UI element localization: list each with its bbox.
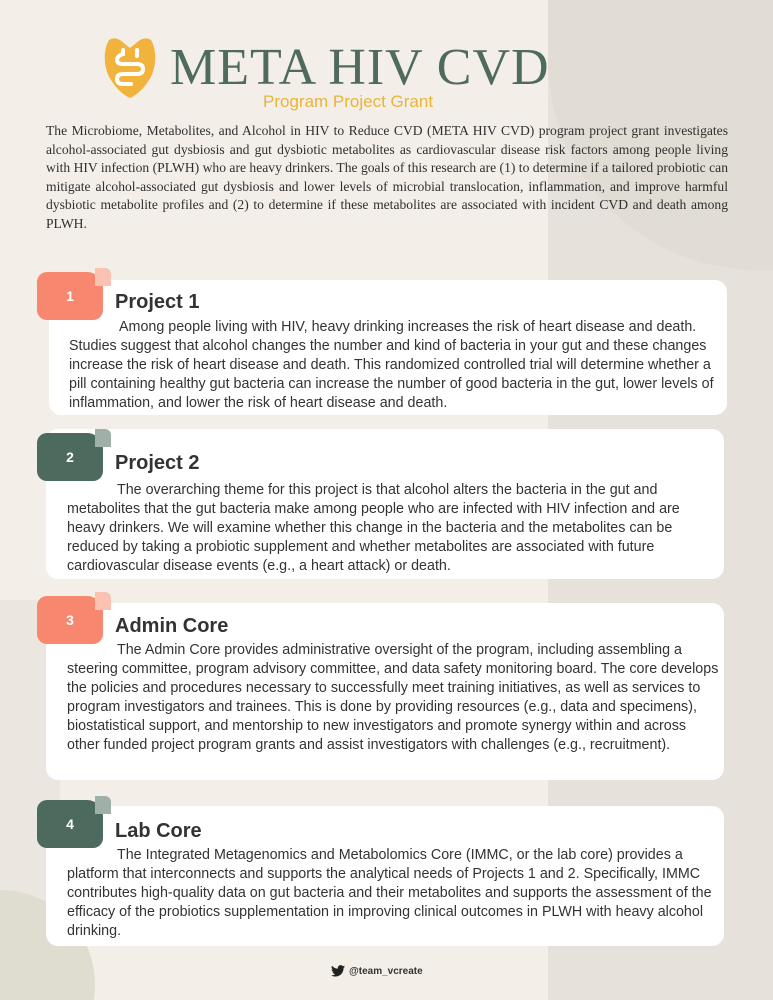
page-title: META HIV CVD [170, 39, 550, 96]
card-title: Admin Core [115, 615, 229, 637]
gut-icon [101, 34, 159, 100]
header [0, 24, 773, 114]
intro-paragraph: The Microbiome, Metabolites, and Alcohol in HIV to Reduce CVD (META HIV CVD) program project grant investigates alcohol-associated gut dysbiosis and gut dysbiotic metabolites as cardiovascular disease risk factors among people living with HIV infection (PLWH) who are heavy drinkers. The goals of this research are (1) to determine if a tailored probiotic can mitigate alcohol-associated gut dysbiosis and lower levels of microbial translocation, inflammation, and improve harmful dysbiotic metabolite profiles and (2) to determine if these metabolites are associated with incident CVD and death among PLWH. [46, 123, 728, 231]
card-body: Among people living with HIV, heavy drinking increases the risk of heart disease and death. Studies suggest that alcohol changes the number and kind of bacteria in your gut and these changes increase the risk of heart disease and death. This randomized controlled trial will determine whether a pill containing healthy gut bacteria can increase the number of good bacteria in the gut, lower levels of inflammation, and lower the risk of heart disease and death. [69, 319, 714, 411]
card-number-badge [37, 433, 103, 481]
card-body: The Admin Core provides administrative oversight of the program, including assembling a steering committee, program advisory committee, and data safety monitoring board. The core develops the policies and procedures necessary to successfully meet training initiatives, as well as services to program investigators and trainees. This is done by providing resources (e.g., data and specimens), biostatistical support, and mentorship to new investigators and promote synergy within and across other funded project program grants and assist investigators with challenges (e.g., recruitment). [67, 642, 719, 753]
card-title: Lab Core [115, 820, 202, 842]
card-body: The Integrated Metagenomics and Metabolomics Core (IMMC, or the lab core) provides a platform that interconnects and supports the analytical needs of Projects 1 and 2. Specifically, IMMC contributes high-quality data on gut bacteria and their metabolites and supports the assessment of the efficacy of the probiotics supplementation in improving clinical outcomes in PLWH with heavy alcohol drinking. [67, 847, 712, 939]
page-subtitle: Program Project Grant [263, 92, 434, 111]
twitter-bird-icon [331, 965, 345, 977]
card-body: The overarching theme for this project is that alcohol alters the bacteria in the gut and metabolites that the gut bacteria make among people who are infected with HIV infection and are heavy drinkers. We will examine whether this change in the bacteria and the metabolites can be reduced by taking a probiotic supplement and whether metabolites are associated with future cardiovascular disease events (e.g., a heart attack) or death. [67, 482, 680, 574]
card-number-badge [37, 800, 103, 848]
card-number: 4 [66, 816, 74, 832]
card-number: 3 [66, 612, 74, 628]
card-number: 2 [66, 449, 74, 465]
card-number-badge [37, 272, 103, 320]
card-number-badge [37, 596, 103, 644]
footer-handle[interactable]: @team_vcreate [349, 965, 423, 977]
card-title: Project 1 [115, 291, 200, 313]
card-title: Project 2 [115, 452, 200, 474]
footer [331, 963, 423, 979]
card-number: 1 [66, 288, 74, 304]
